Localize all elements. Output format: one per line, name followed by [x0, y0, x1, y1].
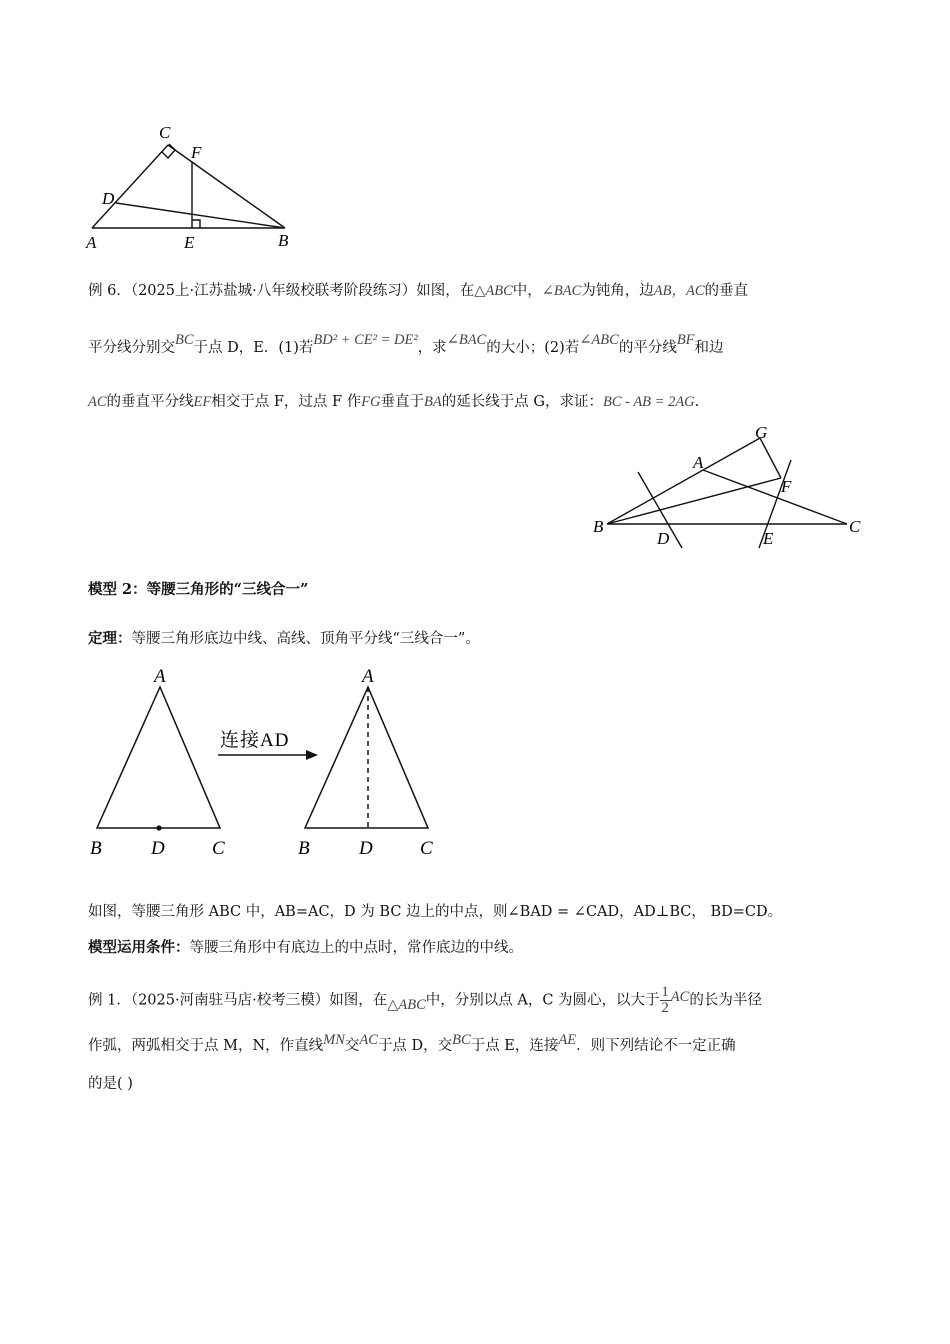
segment-GF — [760, 438, 781, 478]
figure-obtuse-triangle — [585, 420, 875, 555]
arrow-head — [306, 750, 318, 760]
right-label-B: B — [298, 838, 310, 859]
left-triangle — [97, 687, 220, 828]
label-C: C — [849, 517, 861, 536]
right-angle-mark-E — [192, 220, 200, 228]
example6-line1: 例 6．（2025上·江苏盐城·八年级校联考阶段练习）如图，在△ABC中，∠BAC为钝角，边AB，AC的垂直 — [88, 283, 749, 299]
midpoint-D — [156, 825, 161, 830]
segment-AC — [703, 470, 847, 524]
left-label-A: A — [154, 666, 166, 687]
label-D: D — [102, 189, 115, 208]
left-label-D: D — [151, 838, 165, 859]
theorem-label: 定理： — [88, 630, 132, 647]
label-F: F — [191, 143, 202, 162]
left-label-B: B — [90, 838, 102, 859]
label-E: E — [184, 233, 195, 252]
example1-line2: 作弧，两弧相交于点 M，N，作直线MN交AC于点 D，交BC于点 E，连接AE．则下列结论不一定正确 — [88, 1032, 736, 1054]
left-label-C: C — [212, 838, 225, 859]
right-label-D: D — [359, 838, 373, 859]
figure-right-triangle — [80, 120, 310, 255]
right-triangle — [305, 687, 428, 828]
example1-line1: 例 1．（2025·河南驻马店·校考三模）如图，在△ABC中，分别以点 A，C 为圆心，以大于 $\frac{1}{2}$ AC的长为半径 — [88, 984, 762, 1016]
example6-line3: AC的垂直平分线EF相交于点 F，过点 F 作FG垂直于BA的延长线于点 G，求证：BC - AB = 2AG. — [88, 394, 700, 410]
theorem — [88, 629, 480, 649]
segment-BF — [607, 478, 781, 524]
statement: 如图，等腰三角形 ABC 中，AB=AC，D 为 BC 边上的中点，则∠BAD = ∠CAD，AD⊥BC， BD=CD。 — [88, 904, 783, 920]
label-B: B — [278, 231, 289, 250]
label-B: B — [593, 517, 604, 536]
segment-BG — [607, 438, 760, 524]
theorem-text: 等腰三角形底边中线、高线、顶角平分线“三线合一”。 — [131, 631, 480, 647]
model2-heading: 模型 2：等腰三角形的“三线合一” — [88, 581, 309, 598]
usage-condition-label: 模型运用条件： — [88, 939, 190, 956]
segment-AC — [92, 145, 168, 228]
right-label-C: C — [420, 838, 433, 859]
label-E: E — [763, 529, 774, 548]
label-C: C — [159, 123, 171, 142]
label-F: F — [781, 477, 792, 496]
label-A: A — [693, 453, 704, 472]
label-G: G — [755, 423, 768, 442]
example1-line3: 的是( ) — [88, 1076, 133, 1092]
fraction-half: $\frac{1}{2}$ — [661, 984, 669, 1016]
segment-CB — [168, 145, 285, 228]
right-label-A: A — [362, 666, 374, 687]
usage-condition — [88, 938, 523, 958]
label-D: D — [657, 529, 670, 548]
usage-condition-text: 等腰三角形中有底边上的中点时，常作底边的中线。 — [189, 940, 523, 956]
figure-isosceles-triangles — [80, 660, 460, 865]
label-A: A — [86, 233, 97, 252]
example6-line2: 平分线分别交BC于点 D，E．(1)若BD² + CE² = DE²，求∠BAC的大小；(2)若∠ABC的平分线BF和边 — [88, 332, 724, 356]
arrow-label: 连接AD — [220, 730, 290, 751]
